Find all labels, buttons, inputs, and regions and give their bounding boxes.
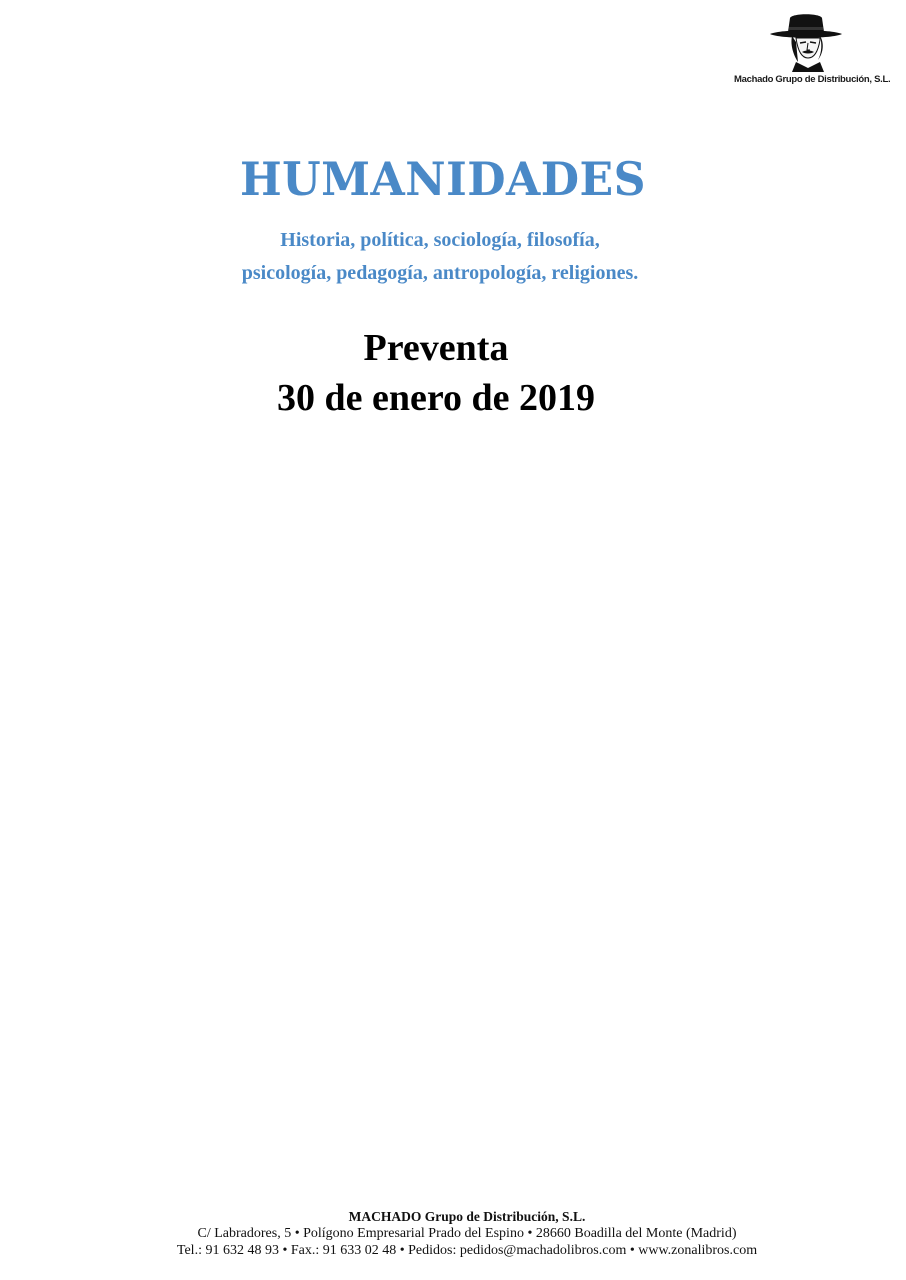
man-with-hat-icon xyxy=(762,12,850,72)
event-date: 30 de enero de 2019 xyxy=(276,377,596,419)
subtitle-line-1: Historia, política, sociología, filosofía, xyxy=(280,229,600,251)
footer-company: MACHADO Grupo de Distribución, S.L. xyxy=(348,1209,586,1224)
footer-contact: Tel.: 91 632 48 93 • Fax.: 91 633 02 48 • Pedidos: pedidos@machadolibros.com • www.zonalibros.com xyxy=(176,1243,758,1258)
event-label: Preventa xyxy=(363,327,509,369)
footer-address: C/ Labradores, 5 • Polígono Empresarial Prado del Espino • 28660 Boadilla del Monte (Madrid) xyxy=(197,1226,737,1241)
page-title: HUMANIDADES xyxy=(239,152,647,206)
logo-text: Machado Grupo de Distribución, S.L. xyxy=(734,74,891,85)
subtitle-line-2: psicología, pedagogía, antropología, religiones. xyxy=(241,262,639,284)
company-logo xyxy=(734,12,891,92)
